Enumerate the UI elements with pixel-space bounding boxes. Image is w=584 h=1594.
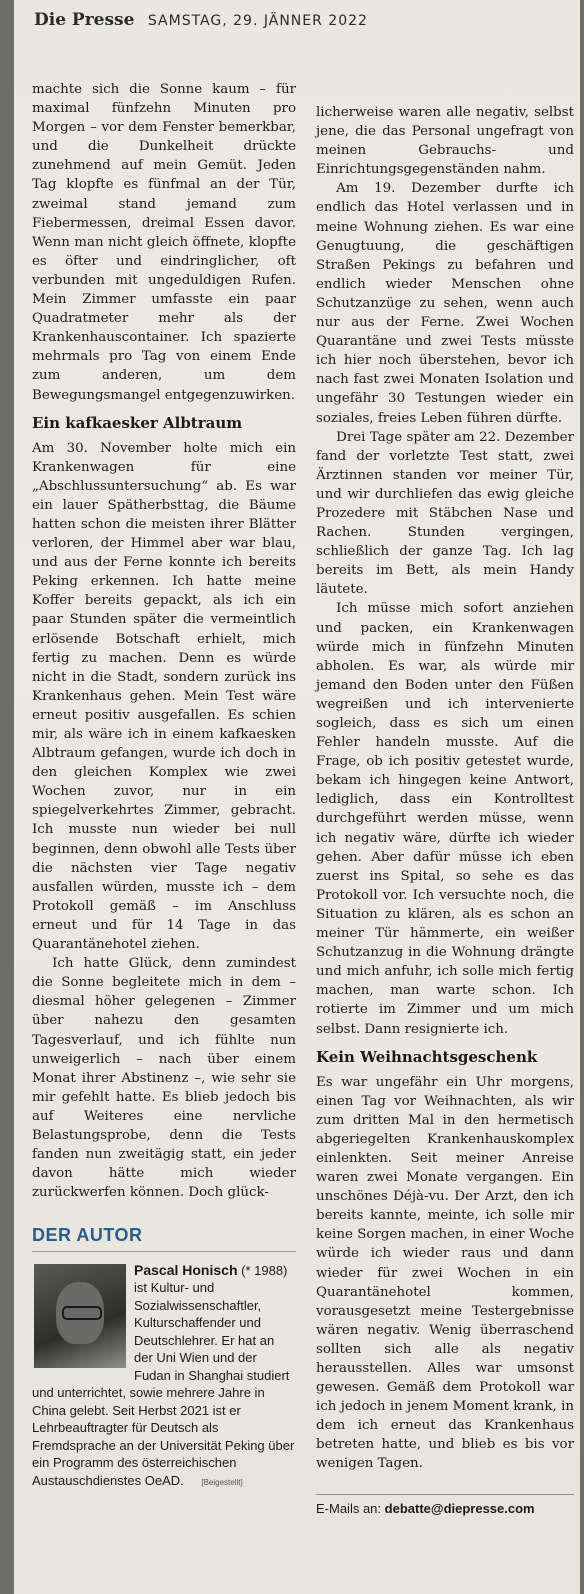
photo-credit: [Beigestellt] [201,1477,243,1487]
paragraph: Ich hatte Glück, denn zumindest die Sonne begleitete mich in dem – diesmal höher gelegenen – Zimmer über nahezu den gesamten Tagesverlauf, und ich fühlte nun unweigerlich – nach über einem Monat ihrer Abstinenz –, wie sehr sie mir gefehlt hatte. Es blieb jedoch bis auf Weiteres eine nervliche Belastungsprobe, denn die Tests fanden nun zweitägig statt, ein jeder davon hätte mich wieder zurückwerfen können. Doch glück- [32,956,296,1201]
author-name: Pascal Honisch [134,1261,238,1278]
author-heading: DER AUTOR [32,1227,296,1252]
author-photo [34,1264,126,1368]
right-column [316,103,574,1474]
paragraph: Am 30. November holte mich ein Krankenwagen für eine „Abschlussuntersuchung“ ab. Es war ein lauer Spätherbsttag, die Bäume hatten schon die meisten ihrer Blätter verloren, der Himmel aber war blau, und aus der Ferne konnte ich bereits Peking erkennen. Ich hatte meine Koffer bereits gepackt, als ich ein paar Stunden später die vermeintlich erlösende Botschaft erhielt, mich fertig zu machen. Denn es würde nicht in die Stadt, sondern zurück ins Krankenhaus gehen. Mein Test wäre erneut positiv ausgefallen. Es schien mir, als wäre ich in einem kafkaesken Albtraum gefangen, wurde ich doch in den gleichen Komplex wie zwei Wochen zuvor, nur in ein spiegelverkehrtes Zimmer, gebracht. Ich musste nun wieder bei null beginnen, denn obwohl alle Tests über die nächsten vier Tage negativ ausfallen würden, musste ich – dem Protokoll gemäß – im Anschluss erneut und für 14 Tage in das Quarantänehotel ziehen. [32,440,296,953]
paragraph: Es war ungefähr ein Uhr morgens, einen Tag vor Weihnachten, als wir zum dritten Mal in den hermetisch abgeriegelten Krankenhauskomplex einlenkten. Seit meiner Anreise waren zwei Monate vergangen. Ein unschönes Déjà-vu. Der Arzt, den ich bereits kannte, meinte, ich solle mir keine Sorgen machen, in einer Woche würde ich wieder raus und dann wieder für zwei Wochen in ein Quarantänehotel kommen, vorausgesetzt meine Testergebnisse wären negativ. Wenig überraschend sollten sich alle als negativ herausstellen. Alles war umsonst gewesen. Gemäß dem Protokoll war ich jedoch in jenem Moment krank, in dem ich erneut das Krankenhaus betreten hatte, und blieb es bis vor wenigen Tagen. [316,1074,574,1472]
contact-label: E-Mails an: [316,1501,382,1516]
subheading: Ein kafkaesker Albtraum [32,413,243,432]
paragraph: Am 19. Dezember durfte ich endlich das Hotel verlassen und in meine Wohnung ziehen. Es war eine Genugtuung, die geschäftigen Straßen Pekings zu befahren und endlich wieder Menschen ohne Schutzanzüge zu sehen, wenn auch nur aus der Ferne. Zwei Wochen Quarantäne und zwei Tests müsste ich hier noch überstehen, bevor ich nach fast zwei Monaten Isolation und ungefähr 30 Testungen wieder ein soziales, freies Leben führen dürfte. [316,181,574,426]
masthead [34,10,570,40]
paragraph: machte sich die Sonne kaum – für maximal fünfzehn Minuten pro Morgen – vor dem Fenster bemerkbar, und die Dunkelheit drückte zunehmend auf mein Gemüt. Jeden Tag klopfte es fünfmal an der Tür, zweimal stand jemand zum Fiebermessen, dreimal Essen davor. Wenn man nicht gleich öffnete, klopfte es öfter und eindringlicher, oft verbunden mit ungeduldigen Rufen. Mein Zimmer umfasste ein paar Quadratmeter mehr als der Krankenhauscontainer. Ich spazierte mehrmals pro Tag von einem Ende zum anderen, um dem Bewegungsmangel entgegenzuwirken. [32,82,296,403]
newspaper-page [14,0,580,1594]
author-bio-text: ist Kultur- und Sozialwissenschaftler, Kulturschaffender und Deutschlehrer. Er hat an der Uni Wien und der Fudan in Shanghai studiert und unterrichtet, sowie mehrere Jahre in China gelebt. Seit Herbst 2021 ist er Lehrbeauftragter für Deutsch als Fremdsprache an der Universität Peking über ein Programm des österreichischen Austauschdienstes OeAD. [32,1280,295,1488]
author-box [32,1227,296,1537]
paragraph: Drei Tage später am 22. Dezember fand der vorletzte Test statt, zwei Ärztinnen standen vor meiner Tür, und wir durchliefen das ewig gleiche Prozedere mit Stäbchen Nase und Rachen. Stunden vergingen, schließlich der ganze Tag. Ich lag bereits im Bett, als mein Handy läutete. [316,429,574,598]
left-column [32,80,296,1202]
newspaper-brand: Die Presse [34,10,135,30]
contact-footer [316,1494,574,1516]
glasses-shape [62,1306,102,1320]
paragraph: licherweise waren alle negativ, selbst jene, die das Personal ungefragt von meinen Gebrauchs- und Einrichtungsgegenständen nahm. [316,105,574,178]
issue-date: SAMSTAG, 29. JÄNNER 2022 [147,13,368,29]
contact-email: debatte@diepresse.com [384,1501,535,1516]
paragraph: Ich müsse mich sofort anziehen und packen, ein Krankenwagen würde mich in fünfzehn Minuten abholen. Es war, als würde mir jemand den Boden unter den Füßen wegreißen und ich intervenierte sogleich, dass es sich um einen Fehler handeln musste. Auf die Frage, ob ich positiv getestet wurde, bekam ich hingegen keine Antwort, lediglich, dass ein Kontrolltest durchgeführt werden müsse, wenn ich negativ wäre, dürfte ich wieder gehen. Aber dafür müsse ich eben zuerst ins Spital, so sehe es das Protokoll vor. Ich versuchte noch, die Situation zu klären, als es schon an meiner Tür hämmerte, ein weißer Schutzanzug in die Wohnung drängte und mich anfuhr, ich solle mich fertig machen, man warte schon. Ich rotierte im Zimmer und um mich selbst. Dann resignierte ich. [316,601,574,1037]
author-birth: (* 1988) [241,1262,288,1278]
subheading: Kein Weihnachtsgeschenk [316,1047,538,1066]
